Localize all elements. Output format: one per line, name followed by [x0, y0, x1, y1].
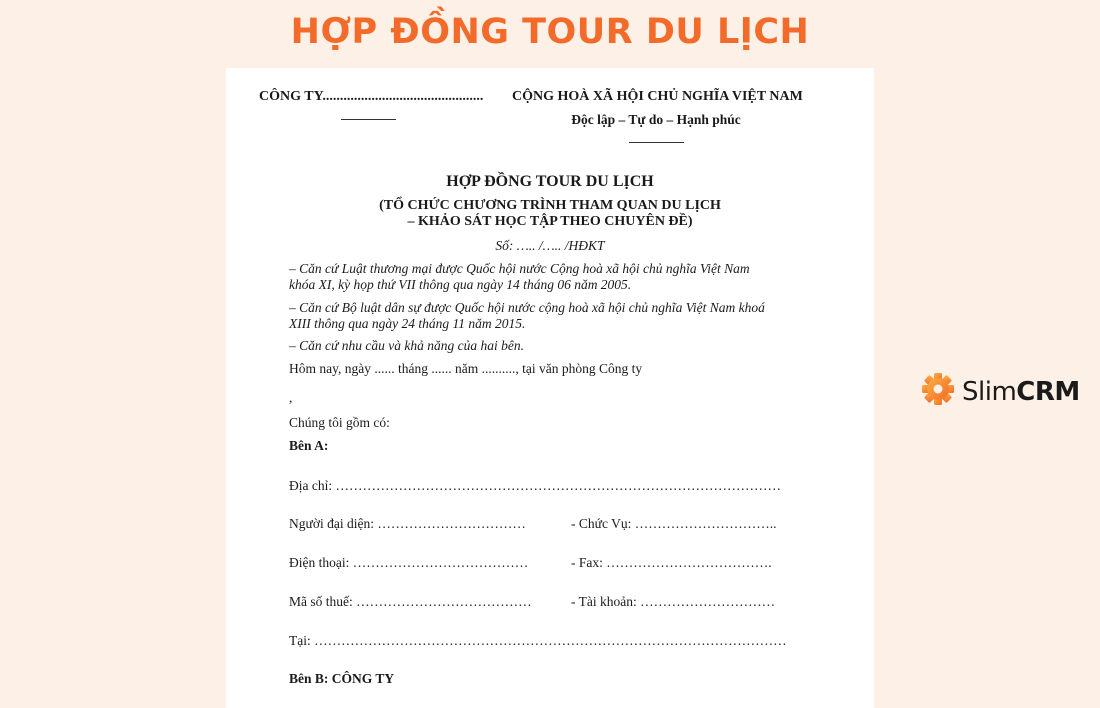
we-consist: Chúng tôi gồm có: — [289, 415, 390, 430]
brand-name-light: Slim — [962, 376, 1017, 407]
today-line: Hôm nay, ngày ...... tháng ...... năm .........., tại văn phòng Công ty — [289, 361, 643, 376]
document-subtitle-1: (TỔ CHỨC CHƯƠNG TRÌNH THAM QUAN DU LỊCH — [379, 198, 721, 213]
position-field: - Chức Vụ: ………………………….. — [571, 516, 777, 531]
account-field: - Tài khoản: ………………………… — [571, 594, 776, 609]
company-header: CÔNG TY.............................................. — [259, 89, 484, 104]
phone-field: Điện thoại: ………………………………… — [289, 555, 529, 570]
legal-basis-2a: – Căn cứ Bộ luật dân sự được Quốc hội nước cộng hoà xã hội chủ nghĩa Việt Nam khoá — [289, 300, 765, 315]
representative-field: Người đại diện: …………………………… — [289, 516, 526, 531]
contract-number: Số: ….. /….. /HĐKT — [495, 238, 605, 253]
national-header: CỘNG HOÀ XÃ HỘI CHỦ NGHĨA VIỆT NAM — [512, 89, 803, 104]
legal-basis-1a: – Căn cứ Luật thương mại được Quốc hội nước Cộng hoà xã hội chủ nghĩa Việt Nam — [289, 261, 750, 276]
brand-name-bold: CRM — [1016, 376, 1080, 407]
motto-underline — [629, 142, 684, 143]
document-subtitle-2: – KHẢO SÁT HỌC TẬP THEO CHUYÊN ĐỀ) — [407, 214, 693, 229]
slimcrm-logo — [921, 372, 1080, 411]
company-underline — [341, 119, 396, 120]
legal-basis-2b: XIII thông qua ngày 24 tháng 11 năm 2015. — [289, 316, 526, 331]
party-a-label: Bên A: — [289, 438, 329, 453]
address-field: Địa chỉ: ……………………………………………………………………………………… — [289, 478, 781, 493]
legal-basis-1b: khóa XI, kỳ họp thứ VII thông qua ngày 14 tháng 06 năm 2005. — [289, 277, 632, 292]
tax-code-field: Mã số thuế: ………………………………… — [289, 594, 532, 609]
gear-icon — [921, 372, 955, 411]
document-title: HỢP ĐỒNG TOUR DU LỊCH — [446, 173, 654, 190]
national-motto: Độc lập – Tự do – Hạnh phúc — [571, 112, 741, 127]
legal-basis-3: – Căn cứ nhu cầu và khả năng của hai bên. — [289, 338, 524, 353]
at-field: Tại: …………………………………………………………………………………………… — [289, 633, 787, 648]
banner-title: HỢP ĐỒNG TOUR DU LỊCH — [290, 12, 810, 52]
party-b-label: Bên B: CÔNG TY — [289, 671, 395, 686]
fax-field: - Fax: ………………………………. — [571, 555, 772, 570]
stray-comma: , — [289, 390, 293, 405]
brand-name — [962, 377, 1080, 407]
contract-page — [226, 68, 874, 708]
